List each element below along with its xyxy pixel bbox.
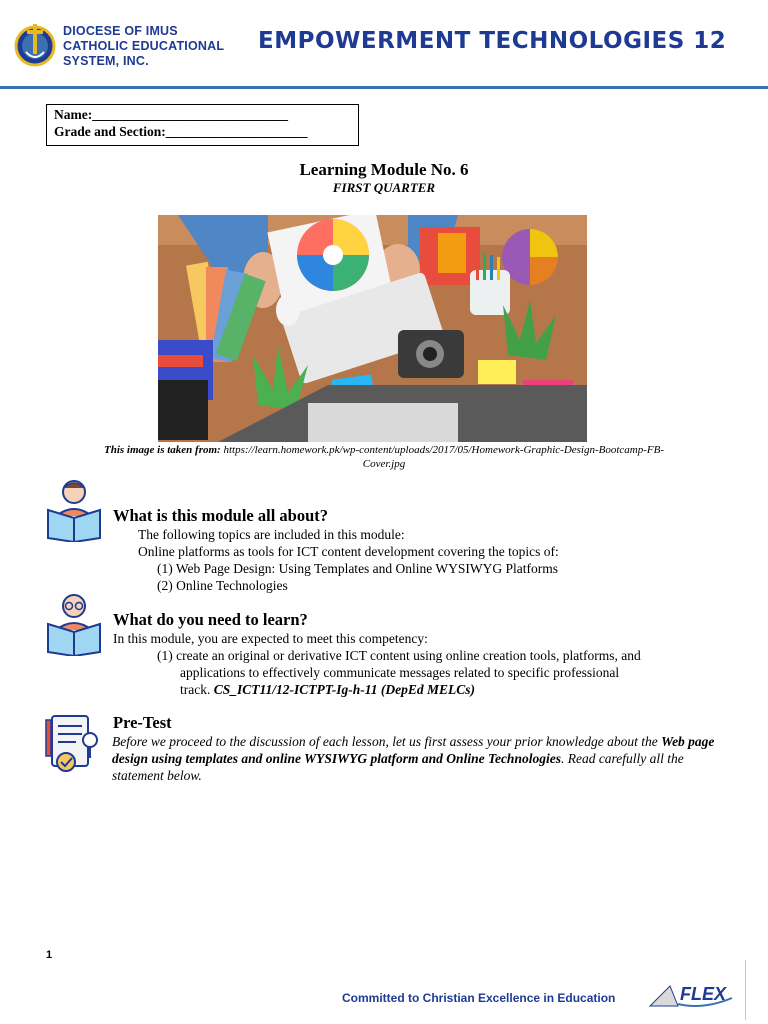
grade-section-field-label: Grade and Section:_____________________	[54, 124, 308, 139]
about-topic-2: (2) Online Technologies	[157, 578, 288, 593]
about-line-1: The following topics are included in this module:	[138, 527, 405, 542]
caption-prefix: This image is taken from:	[103, 444, 221, 456]
diocese-seal-logo	[12, 22, 58, 68]
competency-line-3: track. CS_ICT11/12-ICTPT-Ig-h-11 (DepEd MELCs)	[180, 682, 476, 697]
caption-url-line2: Cover.jpg	[362, 458, 406, 470]
about-topic-1: (1) Web Page Design: Using Templates and Online WYSIWYG Platforms	[157, 561, 559, 576]
competency-code: CS_ICT11/12-ICTPT-Ig-h-11 (DepEd MELCs)	[213, 682, 476, 697]
graphic-design-desk-photo	[158, 215, 587, 442]
caption-url-line1: https://learn.homework.pk/wp-content/uploads/2017/05/Homework-Graphic-Design-Bootcamp-FB-	[220, 444, 665, 456]
about-line-2: Online platforms as tools for ICT content development covering the topics of:	[138, 544, 559, 559]
name-field-label: Name:_____________________________	[54, 107, 288, 122]
footer-divider	[745, 960, 746, 1020]
competency-line-1: (1) create an original or derivative ICT content using online creation tools, platforms, and	[157, 648, 641, 663]
image-caption	[40, 443, 728, 471]
footer-motto: Committed to Christian Excellence in Education	[342, 991, 616, 1005]
pretest-instructions: Before we proceed to the discussion of each lesson, let us first assess your prior knowledge about the Web page design using templates and online WYSIWYG platform and Online Technologies. Read carefully all the statement below.	[112, 734, 715, 783]
flex-logo	[648, 978, 734, 1010]
module-title: Learning Module No. 6	[299, 160, 469, 179]
organization-name: DIOCESE OF IMUS CATHOLIC EDUCATIONAL SYSTEM, INC.	[63, 24, 225, 68]
competency-line-2: applications to effectively communicate messages related to specific professional	[180, 665, 620, 680]
about-section-title: What is this module all about?	[113, 506, 328, 525]
page-number: 1	[46, 949, 53, 961]
quarter-label: FIRST QUARTER	[332, 180, 436, 195]
reading-student-icon	[44, 478, 104, 542]
reading-scholar-icon	[44, 592, 104, 656]
learn-section-title: What do you need to learn?	[113, 610, 308, 629]
pretest-section-title: Pre-Test	[113, 713, 172, 732]
subject-title: EMPOWERMENT TECHNOLOGIES 12	[258, 28, 727, 54]
header-divider	[0, 86, 768, 89]
learn-intro: In this module, you are expected to meet this competency:	[113, 631, 428, 646]
pretest-topics: Web page design using templates and online WYSIWYG platform and Online Technologies	[112, 734, 715, 766]
student-info-box	[46, 104, 359, 146]
test-checklist-icon	[44, 712, 104, 776]
svg-text:FLEX: FLEX	[680, 984, 727, 1004]
